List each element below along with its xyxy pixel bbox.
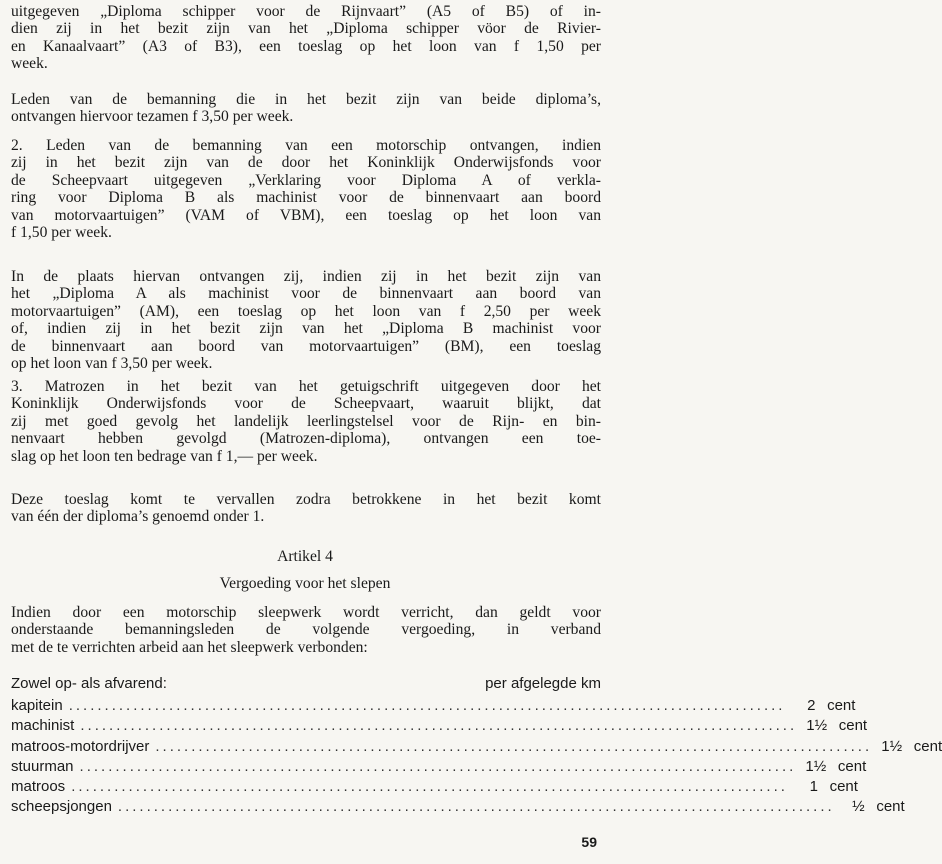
text-line: In de plaats hiervan ontvangen zij, indien zij in het bezit zijn van bbox=[11, 268, 601, 285]
rate-table bbox=[11, 696, 942, 818]
rate-amount: 1 bbox=[809, 778, 818, 796]
text-line: zij in het bezit zijn van de door het Koninklijk Onderwijsfonds voor bbox=[11, 154, 601, 172]
text-line: van motorvaartuigen” (VAM of VBM), een toeslag op het loon van bbox=[11, 206, 601, 224]
text-line: en Kanaalvaart” (A3 of B3), een toeslag op het loon van f 1,50 per bbox=[11, 37, 601, 55]
text-line: ring voor Diploma B als machinist voor de binnenvaart aan boord bbox=[11, 189, 601, 207]
text-line: Indien door een motorschip sleepwerk wordt verricht, dan geldt voor bbox=[11, 604, 601, 621]
rate-role: matroos-motordrijver bbox=[11, 737, 150, 755]
table-row bbox=[11, 716, 868, 736]
text-line: motorvaartuigen” (AM), een toeslag op het loon van f 2,50 per week bbox=[11, 302, 601, 320]
dot-leader: .................................................................................................... bbox=[117, 798, 835, 816]
rate-unit: cent bbox=[838, 717, 868, 735]
text-line: ontvangen hiervoor tezamen f 3,50 per week. bbox=[11, 108, 294, 126]
paragraph-item-3 bbox=[11, 378, 601, 465]
table-row bbox=[11, 696, 856, 716]
text-line: het „Diploma A als machinist voor de binnenvaart aan boord van bbox=[11, 285, 601, 303]
text-line: de Scheepvaart uitgegeven „Verklaring voor Diploma A of verkla- bbox=[11, 171, 601, 189]
rate-unit: cent bbox=[829, 778, 858, 796]
rate-amount: 1½ bbox=[805, 757, 827, 775]
article-title: Artikel 4 bbox=[277, 548, 333, 565]
dot-leader: .................................................................................................... bbox=[79, 757, 797, 775]
paragraph-diploma-schipper bbox=[11, 3, 601, 73]
text-line: Koninklijk Onderwijsfonds voor de Scheepvaart, waaruit blijkt, dat bbox=[11, 395, 601, 413]
paragraph-vervallen bbox=[11, 491, 601, 526]
article-subtitle: Vergoeding voor het slepen bbox=[219, 575, 391, 592]
dot-leader: .................................................................................................... bbox=[68, 697, 786, 714]
text-line: 2. Leden van de bemanning van een motorschip ontvangen, indien bbox=[11, 137, 601, 154]
rate-table-left-header: Zowel op- als afvarend: bbox=[11, 675, 167, 692]
rate-role: kapitein bbox=[11, 697, 63, 714]
text-line: zij met goed gevolg het landelijk leerlingstelsel voor de Rijn- en bin- bbox=[11, 412, 601, 430]
rate-unit: cent bbox=[827, 697, 856, 714]
rate-amount: 1½ bbox=[881, 737, 903, 755]
rate-amount: 2 bbox=[807, 697, 816, 714]
rate-unit: cent bbox=[913, 737, 942, 755]
text-line: nenvaart hebben gevolgd (Matrozen-diploma), ontvangen een toe- bbox=[11, 430, 601, 448]
text-line: met de te verrichten arbeid aan het sleepwerk verbonden: bbox=[11, 638, 368, 656]
dot-leader: .................................................................................................... bbox=[155, 737, 873, 755]
rate-unit: cent bbox=[837, 757, 867, 775]
paragraph-in-de-plaats bbox=[11, 268, 601, 372]
rate-role: machinist bbox=[11, 717, 75, 735]
table-row bbox=[11, 757, 867, 777]
page-number: 59 bbox=[581, 834, 597, 850]
rate-table-right-header: per afgelegde km bbox=[485, 675, 601, 692]
dot-leader: .................................................................................................... bbox=[71, 778, 788, 796]
text-line: of, indien zij in het bezit zijn van het „Diploma B machinist voor bbox=[11, 320, 601, 338]
text-line: 3. Matrozen in het bezit van het getuigschrift uitgegeven door het bbox=[11, 378, 601, 395]
rate-amount: ½ bbox=[852, 798, 865, 816]
rate-role: matroos bbox=[11, 778, 66, 796]
rate-unit: cent bbox=[876, 798, 905, 816]
paragraph-item-2 bbox=[11, 137, 601, 241]
text-line: van één der diploma’s genoemd onder 1. bbox=[11, 508, 265, 526]
table-row bbox=[11, 777, 858, 797]
text-line: week. bbox=[11, 55, 48, 73]
rate-role: scheepsjongen bbox=[11, 798, 112, 816]
paragraph-sleepwerk bbox=[11, 604, 601, 656]
rate-table-header bbox=[11, 675, 601, 692]
text-line: op het loon van f 3,50 per week. bbox=[11, 355, 213, 373]
text-line: slag op het loon ten bedrage van f 1,— per week. bbox=[11, 447, 318, 465]
text-line: f 1,50 per week. bbox=[11, 224, 112, 242]
rate-role: stuurman bbox=[11, 757, 74, 775]
dot-leader: .................................................................................................... bbox=[80, 717, 798, 735]
table-row bbox=[11, 737, 942, 757]
text-line: dien zij in het bezit zijn van het „Diploma schipper vöor de Rivier- bbox=[11, 20, 601, 38]
text-line: Deze toeslag komt te vervallen zodra betrokkene in het bezit komt bbox=[11, 491, 601, 508]
text-line: onderstaande bemanningsleden de volgende vergoeding, in verband bbox=[11, 621, 601, 639]
rate-amount: 1½ bbox=[806, 717, 828, 735]
text-line: de binnenvaart aan boord van motorvaartuigen” (BM), een toeslag bbox=[11, 337, 601, 355]
text-line: uitgegeven „Diploma schipper voor de Rijnvaart” (A5 of B5) of in- bbox=[11, 3, 601, 20]
paragraph-beide-diplomas bbox=[11, 91, 601, 126]
text-line: Leden van de bemanning die in het bezit zijn van beide diploma’s, bbox=[11, 91, 601, 108]
table-row bbox=[11, 797, 905, 817]
